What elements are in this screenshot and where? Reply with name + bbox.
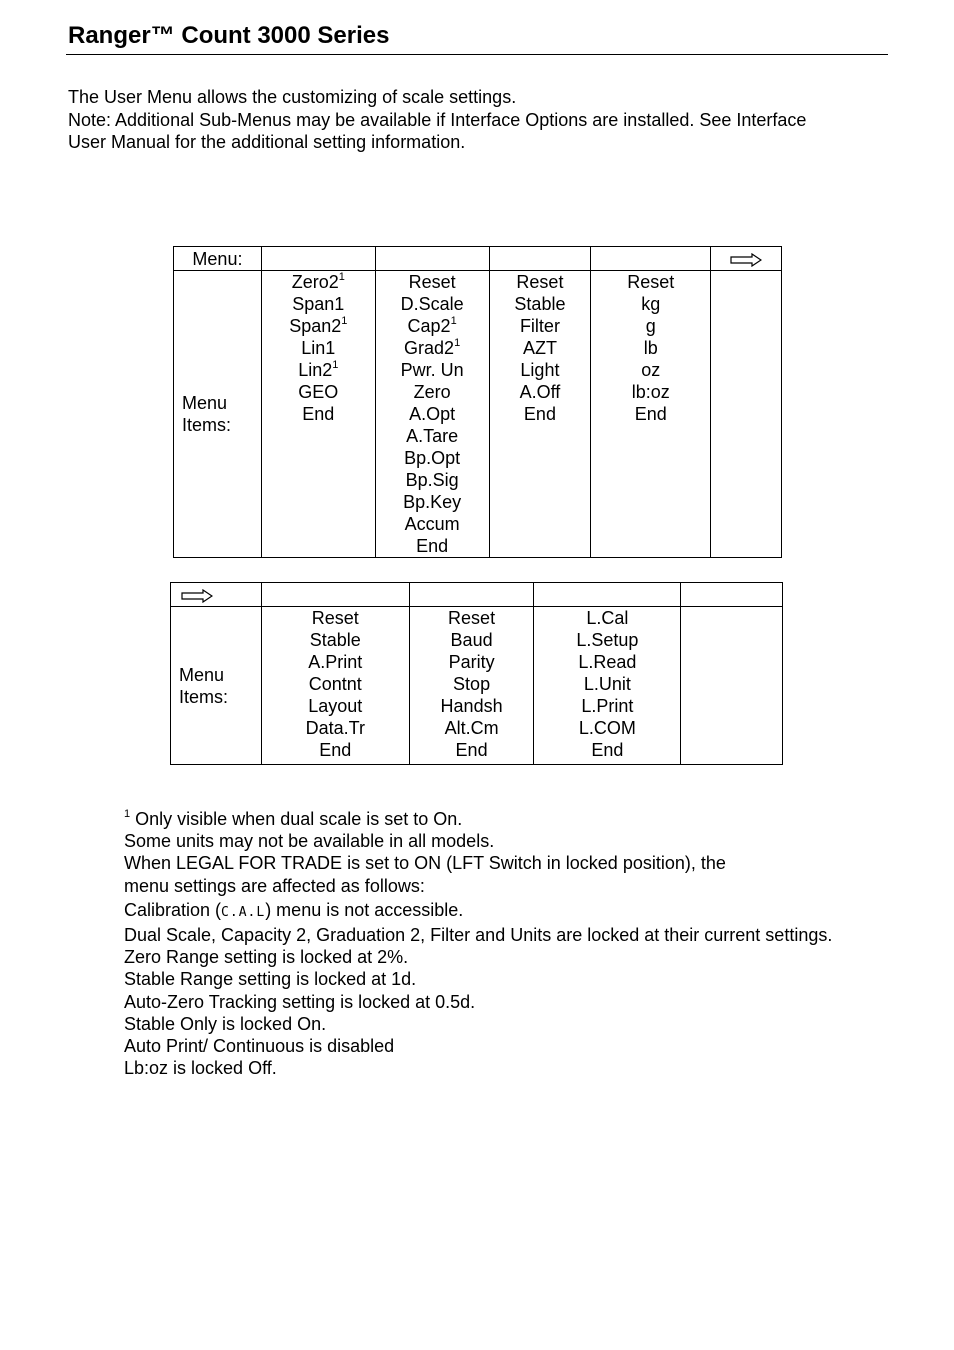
right-arrow-icon	[181, 589, 213, 603]
menu-item-label: Light	[520, 360, 560, 380]
menu-item	[376, 403, 489, 425]
intro-line: The User Menu allows the customizing of scale settings.	[68, 87, 517, 107]
menu-item	[534, 629, 680, 651]
menu-item-label: L.Cal	[586, 608, 629, 628]
menu-item	[410, 717, 534, 739]
menu-item-label: Layout	[308, 696, 363, 716]
menu-item	[376, 447, 489, 469]
menu-item-label: L.Print	[581, 696, 634, 716]
menu-item	[591, 403, 710, 425]
menu-item-label: Zero2	[291, 272, 339, 292]
menu-items-label	[171, 607, 262, 765]
menu-item-label: Stop	[453, 674, 491, 694]
menu-item	[376, 271, 489, 293]
menu-item	[376, 469, 489, 491]
note-line	[124, 899, 924, 924]
right-arrow-icon	[730, 253, 762, 267]
menu-item	[490, 403, 591, 425]
empty-column	[681, 607, 783, 765]
menu-item	[262, 403, 375, 425]
footnote-mark: 1	[454, 337, 461, 349]
menu-item-label: L.COM	[578, 718, 636, 738]
menu-item	[376, 315, 489, 337]
menu-item	[410, 651, 534, 673]
menu-header-cell	[534, 583, 681, 607]
menu-item	[410, 629, 534, 651]
submenu-column	[534, 607, 681, 765]
menu-item-label: Baud	[450, 630, 493, 650]
menu-item-label: End	[319, 740, 352, 760]
menu-item-label: GEO	[298, 382, 339, 402]
intro-line: Note: Additional Sub-Menus may be available if Interface Options are installed. See Interface	[68, 109, 807, 130]
footnote	[124, 808, 924, 830]
menu-item-label: A.Off	[519, 382, 561, 402]
menu-header-cell	[409, 583, 534, 607]
display-code: C.A.L	[221, 904, 266, 920]
menu-items-label-line: Menu	[182, 393, 228, 413]
menu-item	[376, 359, 489, 381]
note-line: When LEGAL FOR TRADE is set to ON (LFT Switch in locked position), the	[124, 853, 726, 874]
menu-items-label-line: Items:	[179, 686, 229, 707]
menu-item	[534, 695, 680, 717]
menu-item	[410, 739, 534, 761]
menu-item-label: Span2	[289, 316, 342, 336]
user-menu-table-1	[173, 246, 782, 558]
menu-item-label: Grad2	[404, 338, 455, 358]
menu-item	[376, 425, 489, 447]
menu-header-cell	[711, 247, 782, 271]
menu-item-label: Zero	[413, 382, 451, 402]
menu-item-label: A.Opt	[409, 404, 456, 424]
menu-header-cell	[591, 247, 711, 271]
menu-item	[262, 271, 375, 293]
menu-item-label: Accum	[404, 514, 460, 534]
page-title: Ranger™ Count 3000 Series	[68, 22, 390, 49]
menu-item-label: Reset	[516, 272, 564, 292]
intro-line: User Manual for the additional setting information.	[68, 132, 466, 152]
submenu-column	[591, 271, 711, 558]
menu-item	[591, 271, 710, 293]
submenu-column	[409, 607, 534, 765]
menu-header-cell	[375, 247, 489, 271]
note-line: Lb:oz is locked Off.	[124, 1058, 277, 1079]
menu-item	[376, 381, 489, 403]
menu-item	[591, 293, 710, 315]
note-text: Calibration (	[124, 899, 222, 920]
footnote-mark: 1	[124, 808, 131, 820]
footnote-mark: 1	[450, 315, 457, 327]
menu-item-label: lb	[643, 338, 658, 358]
menu-item-label: Bp.Key	[403, 492, 462, 512]
menu-item	[490, 381, 591, 403]
menu-item-label: Filter	[519, 316, 560, 336]
menu-item	[410, 673, 534, 695]
menu-item-label: AZT	[522, 338, 557, 358]
menu-header-cell	[261, 247, 375, 271]
title-divider	[66, 54, 888, 55]
menu-item-label: Reset	[408, 272, 456, 292]
submenu-column	[489, 271, 591, 558]
menu-item-label: Pwr. Un	[400, 360, 464, 380]
menu-item-label: Stable	[309, 630, 361, 650]
menu-item-label: Bp.Sig	[405, 470, 459, 490]
menu-item	[262, 629, 409, 651]
menu-item-label: Bp.Opt	[404, 448, 461, 468]
menu-item	[262, 359, 375, 381]
submenu-column	[261, 271, 375, 558]
menu-header-cell	[489, 247, 591, 271]
menu-item-label: Lin1	[301, 338, 336, 358]
empty-column	[711, 271, 782, 558]
user-menu-table-2	[170, 582, 783, 765]
menu-item-label: g	[645, 316, 656, 336]
menu-item	[591, 337, 710, 359]
menu-item	[591, 359, 710, 381]
menu-item	[534, 673, 680, 695]
footnote-mark: 1	[338, 271, 345, 283]
menu-item-label: Contnt	[308, 674, 362, 694]
submenu-column	[261, 607, 409, 765]
menu-item-label: Stable	[514, 294, 566, 314]
menu-item	[262, 607, 409, 629]
menu-item	[376, 491, 489, 513]
menu-item	[262, 315, 375, 337]
footnote-mark: 1	[341, 315, 348, 327]
menu-item	[262, 739, 409, 761]
menu-item	[490, 271, 591, 293]
menu-item	[490, 359, 591, 381]
menu-item-label: End	[455, 740, 488, 760]
note-line: Auto-Zero Tracking setting is locked at 0.5d.	[124, 991, 476, 1012]
menu-header-cell	[171, 583, 262, 607]
menu-items-label-line: Menu	[179, 664, 225, 685]
menu-item-label: Handsh	[440, 696, 503, 716]
menu-item-label: Cap2	[407, 316, 451, 336]
menu-item	[262, 673, 409, 695]
menu-item	[262, 337, 375, 359]
menu-item-label: L.Read	[578, 652, 637, 672]
menu-item	[262, 381, 375, 403]
menu-item	[534, 717, 680, 739]
menu-item-label: Reset	[448, 608, 496, 628]
menu-item-label: End	[416, 536, 449, 556]
menu-item	[410, 695, 534, 717]
footnote-mark: 1	[332, 359, 339, 371]
menu-item	[490, 315, 591, 337]
menu-item-label: Reset	[311, 608, 359, 628]
menu-item	[376, 513, 489, 535]
intro-paragraph	[68, 86, 928, 154]
menu-item-label: oz	[641, 360, 661, 380]
menu-item-label: End	[634, 404, 667, 424]
menu-header-cell	[261, 583, 409, 607]
menu-label: Menu:	[174, 247, 262, 271]
menu-item-label: Reset	[627, 272, 675, 292]
menu-item-label: A.Print	[308, 652, 363, 672]
menu-items-label-line: Items:	[182, 415, 232, 435]
menu-item	[262, 651, 409, 673]
note-line: Dual Scale, Capacity 2, Graduation 2, Filter and Units are locked at their current settings.	[124, 925, 833, 946]
menu-item	[376, 337, 489, 359]
menu-item	[534, 739, 680, 761]
note-line: Stable Only is locked On.	[124, 1013, 327, 1034]
menu-item	[534, 651, 680, 673]
footnote-text: Only visible when dual scale is set to On.	[135, 809, 463, 829]
menu-items-label	[174, 271, 262, 558]
menu-item	[376, 293, 489, 315]
menu-item	[490, 337, 591, 359]
menu-item	[376, 535, 489, 557]
note-line: Stable Range setting is locked at 1d.	[124, 969, 417, 990]
notes-section	[124, 808, 924, 1079]
note-line: menu settings are affected as follows:	[124, 875, 425, 896]
menu-item-label: kg	[641, 294, 661, 314]
menu-item	[591, 381, 710, 403]
menu-item-label: Alt.Cm	[444, 718, 499, 738]
menu-item-label: Parity	[448, 652, 495, 672]
note-text: ) menu is not accessible.	[265, 899, 464, 920]
menu-item	[410, 607, 534, 629]
menu-item	[591, 315, 710, 337]
menu-item	[262, 695, 409, 717]
menu-item	[534, 607, 680, 629]
menu-item-label: End	[591, 740, 624, 760]
menu-item-label: End	[302, 404, 335, 424]
menu-header-cell	[681, 583, 783, 607]
note-line: Some units may not be available in all models.	[124, 831, 495, 852]
menu-item-label: D.Scale	[400, 294, 464, 314]
menu-item-label: lb:oz	[631, 382, 670, 402]
menu-item-label: L.Setup	[576, 630, 639, 650]
menu-item	[490, 293, 591, 315]
menu-item-label: Data.Tr	[305, 718, 365, 738]
note-line: Auto Print/ Continuous is disabled	[124, 1036, 395, 1057]
menu-item-label: End	[523, 404, 556, 424]
menu-item-label: Span1	[292, 294, 345, 314]
menu-item-label: L.Unit	[583, 674, 631, 694]
menu-item-label: A.Tare	[406, 426, 459, 446]
menu-item	[262, 293, 375, 315]
menu-item	[262, 717, 409, 739]
submenu-column	[375, 271, 489, 558]
menu-item-label: Lin2	[298, 360, 333, 380]
note-line: Zero Range setting is locked at 2%.	[124, 947, 409, 968]
